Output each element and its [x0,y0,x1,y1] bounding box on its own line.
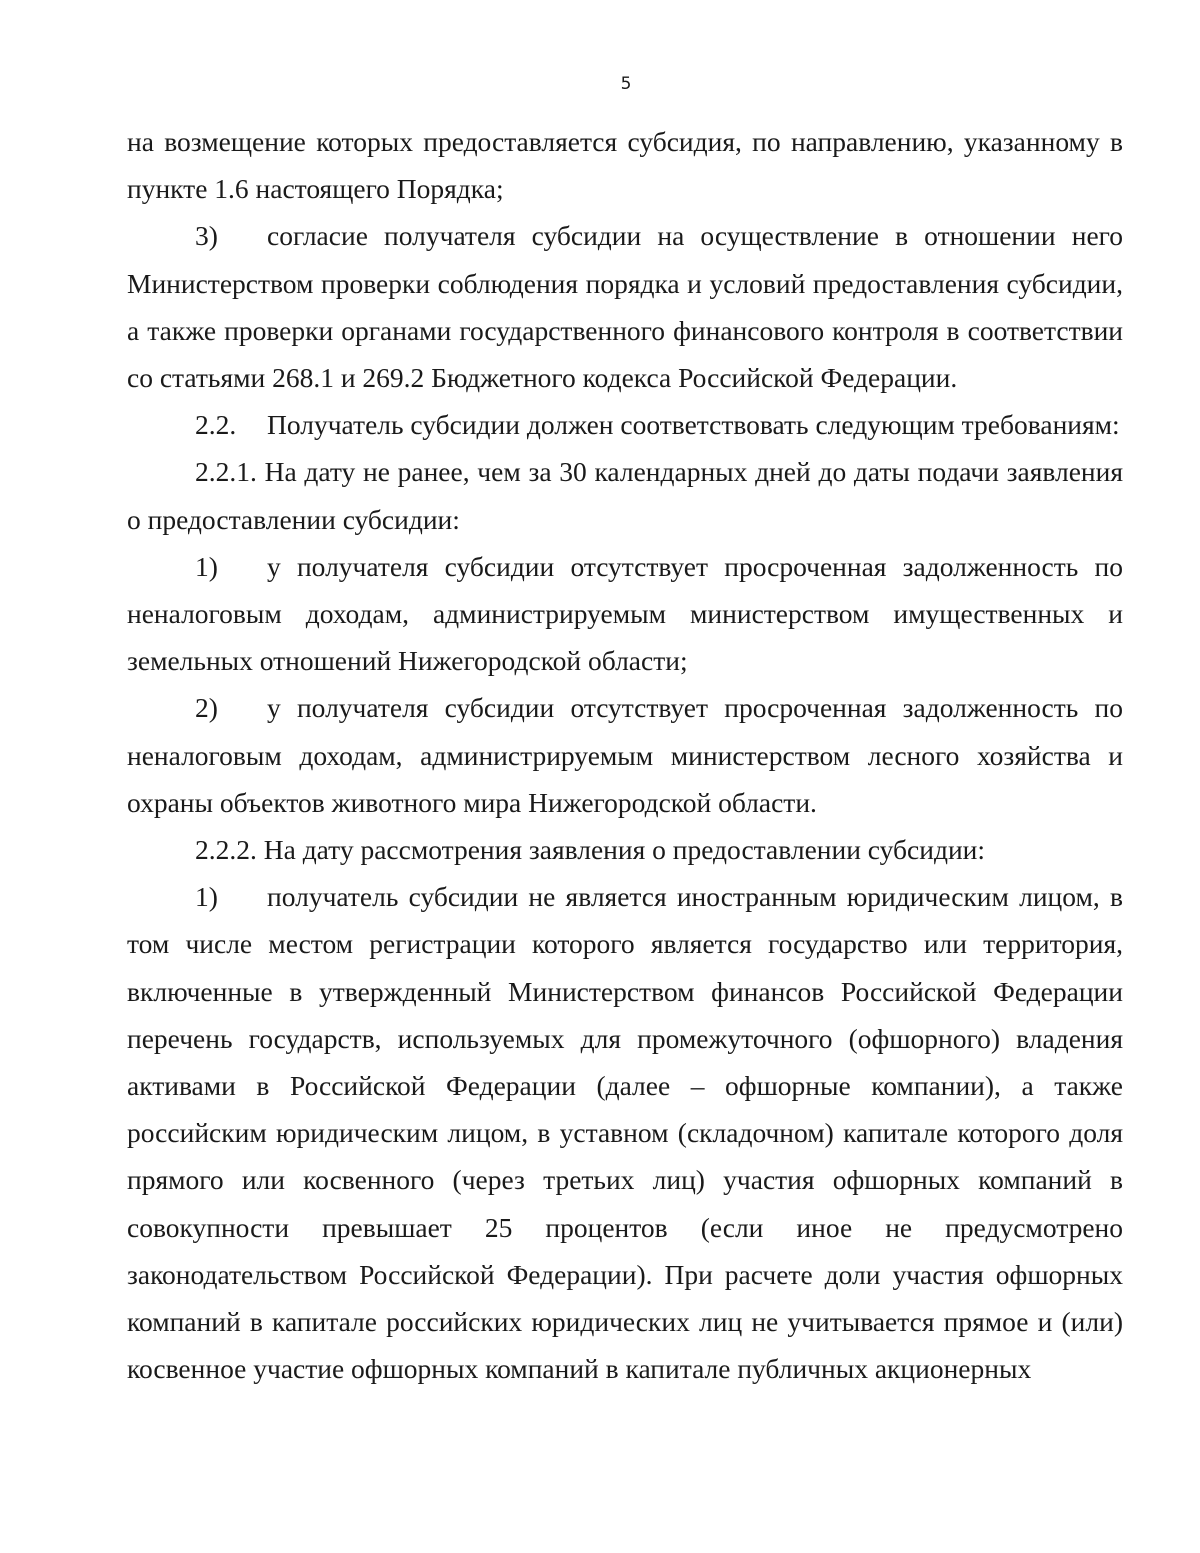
paragraph-item-1-offshore [127,873,1123,1392]
paragraph-text: Получатель субсидии должен соответствовать следующим требованиям: [267,409,1120,441]
section-number: 2.2.1. [195,456,257,488]
paragraph-section-2-2-2 [127,826,1123,873]
paragraph-text: согласие получателя субсидии на осуществление в отношении него Министерством проверки соблюдения порядка и условий предоставления субсидии, а также проверки органами государственного финансового контроля в соответствии со статьями 268.1 и 269.2 Бюджетного кодекса Российской Федерации. [127,220,1123,394]
item-number: 1) [195,881,218,913]
paragraph-text: у получателя субсидии отсутствует просроченная задолженность по неналоговым доходам, администрируемым министерством лесного хозяйства и охраны объектов животного мира Нижегородской области. [127,692,1123,818]
page-number: 5 [620,74,632,94]
paragraph-text: на возмещение которых предоставляется субсидия, по направлению, указанному в пункте 1.6 настоящего Порядка; [127,126,1123,205]
paragraph-item-1 [127,543,1123,685]
paragraph-section-2-2-1 [127,448,1123,542]
item-number: 2) [195,692,218,724]
item-number: 1) [195,550,218,582]
document-body [127,118,1123,1392]
paragraph-text: На дату не ранее, чем за 30 календарных дней до даты подачи заявления о предоставлении субсидии: [127,456,1123,535]
item-number: 3) [195,220,218,252]
paragraph-text: у получателя субсидии отсутствует просроченная задолженность по неналоговым доходам, администрируемым министерством имущественных и земельных отношений Нижегородской области; [127,550,1123,677]
paragraph-section-2-2 [127,401,1123,448]
section-number: 2.2. [195,409,237,441]
paragraph-continuation [127,118,1123,212]
paragraph-item-2 [127,684,1123,826]
paragraph-item-3 [127,212,1123,401]
section-number: 2.2.2. [195,834,257,866]
paragraph-text: На дату рассмотрения заявления о предоставлении субсидии: [263,834,986,866]
paragraph-text: получатель субсидии не является иностранным юридическим лицом, в том числе местом регистрации которого является государство или территория, включенные в утвержденный Министерством финансов Российской Федерации перечень государств, используемых для промежуточного (офшорного) владения активами в Российской Федерации (далее – офшорные компании), а также российским юридическим лицом, в уставном (складочном) капитале которого доля прямого или косвенного (через третьих лиц) участия офшорных компаний в совокупности превышает 25 процентов (если иное не предусмотрено законодательством Российской Федерации). При расчете доли участия офшорных компаний в капитале российских юридических лиц не учитывается прямое и (или) косвенное участие офшорных компаний в капитале публичных акционерных [127,881,1123,1385]
